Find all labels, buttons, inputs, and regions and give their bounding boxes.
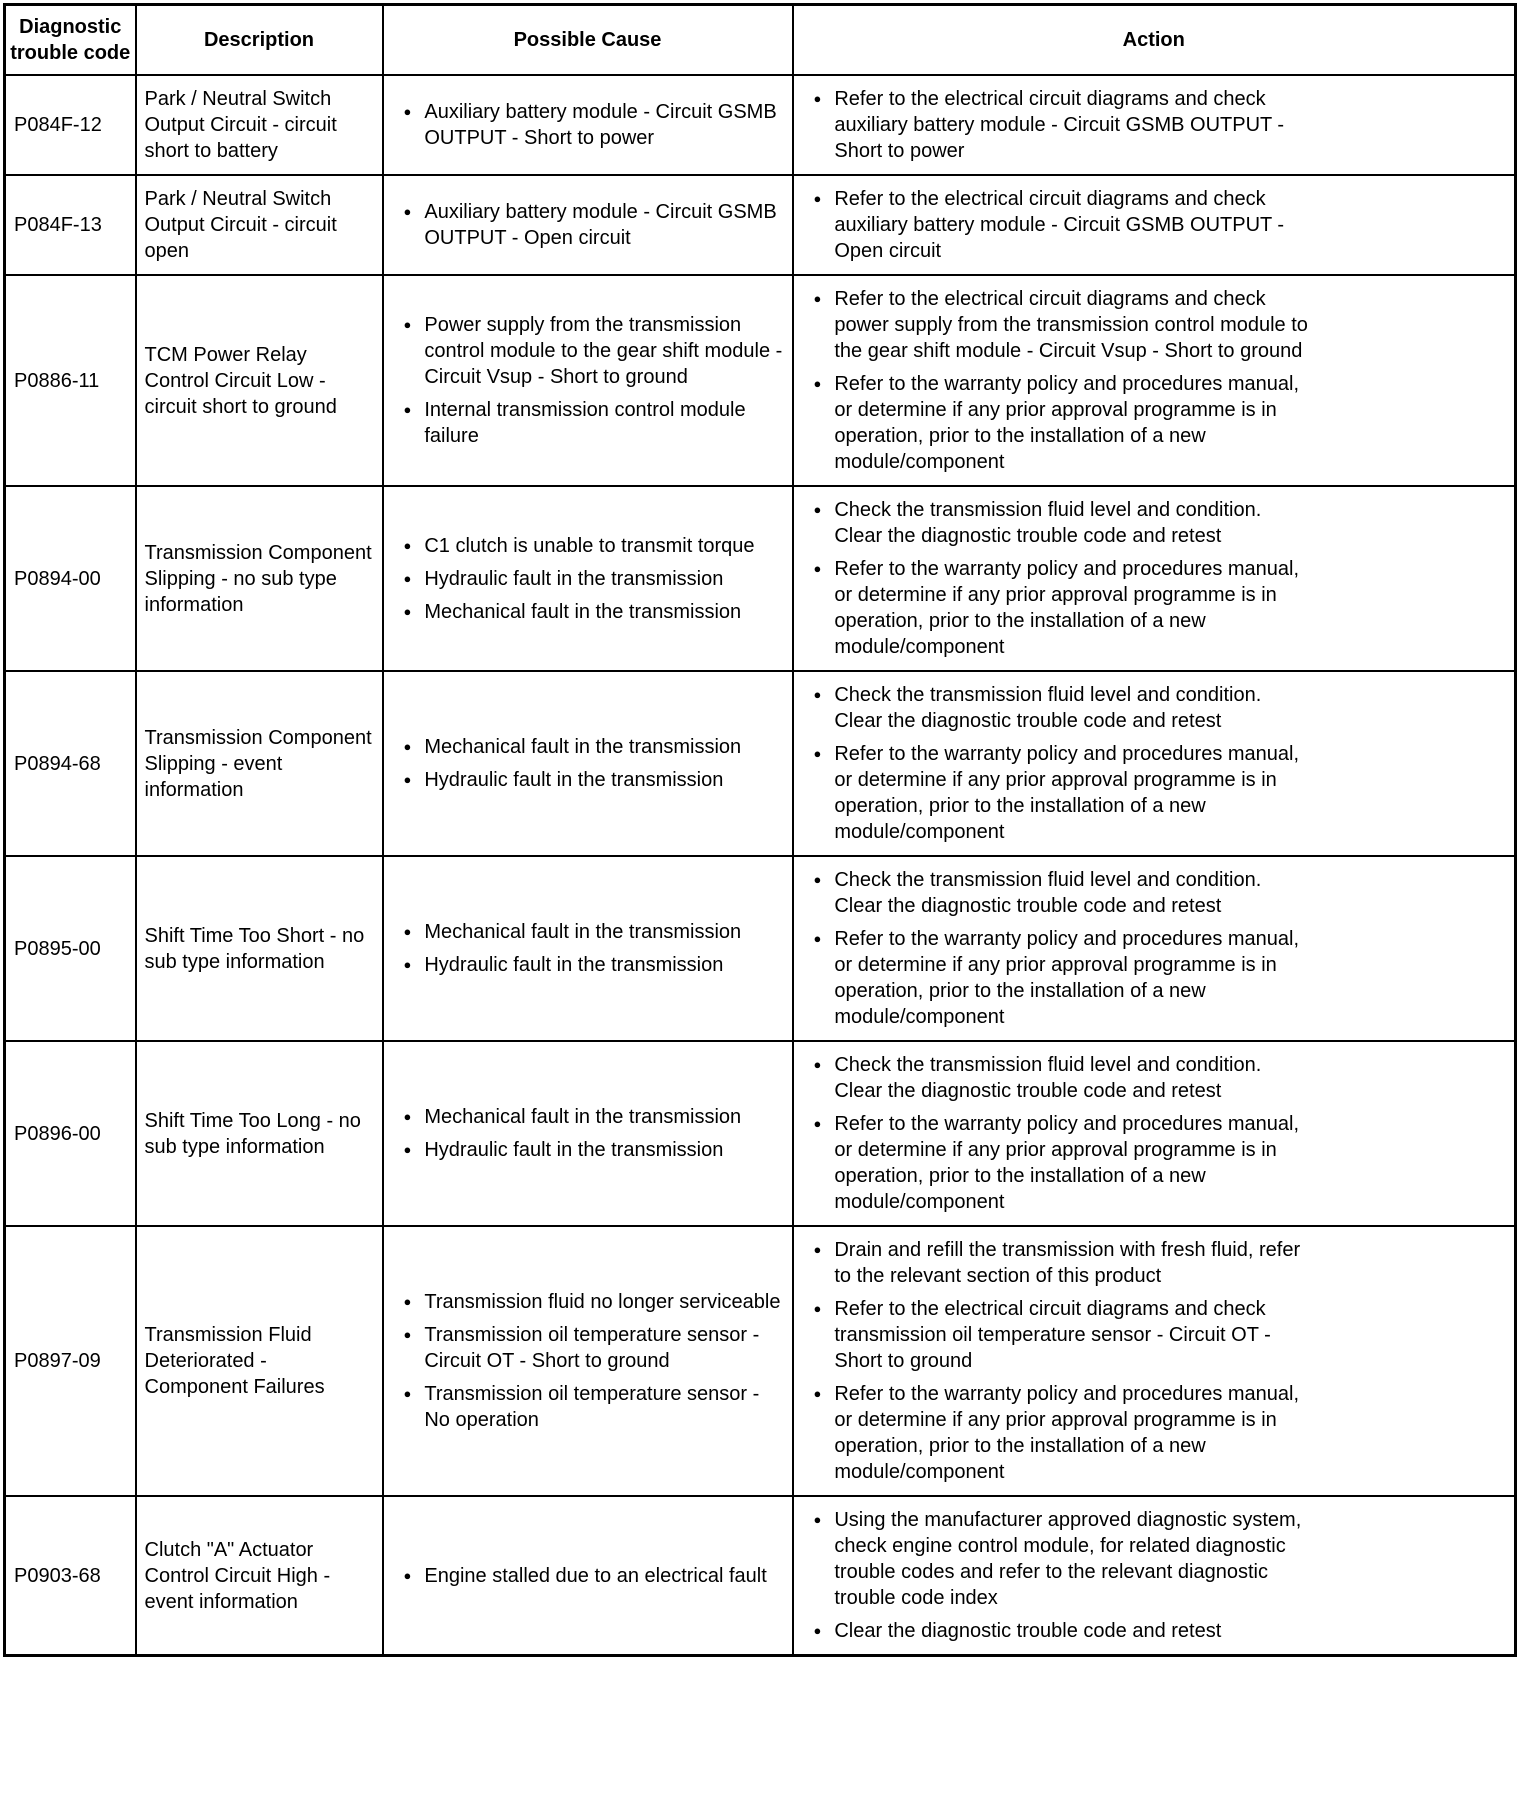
- dtc-row: [5, 671, 1516, 856]
- col-header-code: Diagnostic trouble code: [5, 5, 136, 76]
- bullet-icon: ●: [403, 570, 412, 586]
- dtc-description-cell: Transmission Fluid Deteriorated - Component Failures: [136, 1226, 383, 1496]
- dtc-possible-cause-cell: [383, 486, 793, 671]
- dtc-action-cell: [793, 486, 1516, 671]
- action-item-text: Refer to the warranty policy and procedures manual, or determine if any prior approval programme is in operation, prior to the installation of a new module/component: [834, 373, 1300, 473]
- bullet-icon: ●: [813, 1116, 822, 1131]
- action-item-text: Refer to the electrical circuit diagrams and check auxiliary battery module - Circuit GSMB OUTPUT - Short to power: [834, 88, 1285, 162]
- action-item: [802, 1618, 1507, 1644]
- action-item: [802, 371, 1507, 475]
- cause-item-text: Engine stalled due to an electrical fault: [424, 1564, 767, 1587]
- dtc-action-cell: [793, 175, 1516, 275]
- action-item-text: Check the transmission fluid level and condition. Clear the diagnostic trouble code and retest: [834, 869, 1262, 917]
- bullet-icon: ●: [813, 1623, 822, 1638]
- action-item-text: Check the transmission fluid level and condition. Clear the diagnostic trouble code and retest: [834, 1054, 1262, 1102]
- dtc-row: [5, 75, 1516, 175]
- col-header-possible-cause: Possible Cause: [383, 5, 793, 76]
- dtc-code-cell: P084F-13: [5, 175, 136, 275]
- dtc-possible-cause-cell: [383, 1041, 793, 1226]
- bullet-icon: ●: [403, 1294, 412, 1309]
- bullet-icon: ●: [403, 739, 412, 754]
- bullet-icon: ●: [813, 1386, 822, 1401]
- bullet-icon: ●: [403, 204, 412, 219]
- dtc-description-cell: Clutch "A" Actuator Control Circuit High - event information: [136, 1496, 383, 1656]
- dtc-possible-cause-cell: [383, 856, 793, 1041]
- dtc-row: [5, 1226, 1516, 1496]
- bullet-icon: ●: [813, 561, 822, 576]
- action-item: [802, 1052, 1507, 1104]
- dtc-description-cell: Park / Neutral Switch Output Circuit - circuit open: [136, 175, 383, 275]
- cause-item-text: Internal transmission control module failure: [424, 399, 746, 447]
- cause-item-text: Mechanical fault in the transmission: [424, 600, 742, 623]
- cause-item: [392, 397, 784, 449]
- dtc-row: [5, 856, 1516, 1041]
- cause-item: [392, 1563, 784, 1589]
- action-item: [802, 682, 1507, 734]
- bullet-icon: ●: [813, 1242, 822, 1257]
- bullet-icon: ●: [403, 924, 412, 939]
- cause-item-text: Transmission fluid no longer serviceable: [424, 1291, 781, 1313]
- bullet-icon: ●: [813, 931, 822, 946]
- bullet-icon: ●: [813, 1057, 822, 1072]
- cause-item: [392, 1322, 784, 1374]
- action-item: [802, 741, 1507, 845]
- dtc-action-cell: [793, 671, 1516, 856]
- dtc-row: [5, 1041, 1516, 1226]
- bullet-icon: ●: [403, 957, 412, 972]
- action-item: [802, 1296, 1507, 1374]
- cause-item: [392, 99, 784, 151]
- cause-item: [392, 199, 784, 251]
- action-item-text: Refer to the warranty policy and procedures manual, or determine if any prior approval programme is in operation, prior to the installation of a new module/component: [834, 1383, 1300, 1483]
- dtc-code-cell: P0903-68: [5, 1496, 136, 1656]
- dtc-code-cell: P0895-00: [5, 856, 136, 1041]
- bullet-icon: ●: [813, 502, 822, 517]
- dtc-description-cell: TCM Power Relay Control Circuit Low - circuit short to ground: [136, 275, 383, 486]
- bullet-icon: ●: [403, 603, 412, 619]
- dtc-row: [5, 175, 1516, 275]
- bullet-icon: ●: [813, 376, 822, 391]
- bullet-icon: ●: [403, 1567, 412, 1583]
- dtc-description-cell: Shift Time Too Short - no sub type information: [136, 856, 383, 1041]
- cause-item-text: Auxiliary battery module - Circuit GSMB OUTPUT - Short to power: [424, 101, 777, 149]
- cause-item-text: Hydraulic fault in the transmission: [424, 567, 724, 590]
- cause-item: [392, 1137, 784, 1163]
- dtc-table-body: [5, 75, 1516, 1656]
- bullet-icon: ●: [813, 91, 822, 106]
- action-item: [802, 1381, 1507, 1485]
- dtc-action-cell: [793, 1496, 1516, 1656]
- action-item: [802, 86, 1507, 164]
- action-item: [802, 186, 1507, 264]
- cause-item-text: Power supply from the transmission control module to the gear shift module - Circuit Vsup - Short to ground: [424, 314, 783, 388]
- dtc-action-cell: [793, 1041, 1516, 1226]
- action-item-text: Refer to the warranty policy and procedures manual, or determine if any prior approval programme is in operation, prior to the installation of a new module/component: [834, 1113, 1300, 1213]
- dtc-action-cell: [793, 75, 1516, 175]
- action-item-text: Refer to the electrical circuit diagrams and check transmission oil temperature sensor - Circuit OT - Short to ground: [834, 1298, 1271, 1372]
- dtc-code-cell: P084F-12: [5, 75, 136, 175]
- dtc-possible-cause-cell: [383, 671, 793, 856]
- dtc-code-cell: P0896-00: [5, 1041, 136, 1226]
- bullet-icon: ●: [813, 746, 822, 761]
- dtc-possible-cause-cell: [383, 1226, 793, 1496]
- dtc-code-cell: P0894-68: [5, 671, 136, 856]
- cause-item-text: Mechanical fault in the transmission: [424, 1106, 742, 1128]
- bullet-icon: ●: [403, 1386, 412, 1401]
- dtc-table: [3, 3, 1517, 1657]
- dtc-possible-cause-cell: [383, 175, 793, 275]
- dtc-possible-cause-cell: [383, 75, 793, 175]
- action-item-text: Refer to the warranty policy and procedures manual, or determine if any prior approval programme is in operation, prior to the installation of a new module/component: [834, 743, 1300, 843]
- action-item: [802, 926, 1507, 1030]
- cause-item: [392, 1104, 784, 1130]
- cause-item: [392, 566, 784, 592]
- action-item: [802, 1111, 1507, 1215]
- cause-item: [392, 767, 784, 793]
- bullet-icon: ●: [813, 191, 822, 206]
- action-item-text: Check the transmission fluid level and condition. Clear the diagnostic trouble code and retest: [834, 499, 1262, 547]
- cause-item: [392, 952, 784, 978]
- dtc-row: [5, 486, 1516, 671]
- bullet-icon: ●: [403, 1109, 412, 1124]
- action-item-text: Refer to the electrical circuit diagrams and check auxiliary battery module - Circuit GSMB OUTPUT - Open circuit: [834, 188, 1285, 262]
- dtc-action-cell: [793, 856, 1516, 1041]
- dtc-code-cell: P0886-11: [5, 275, 136, 486]
- dtc-possible-cause-cell: [383, 275, 793, 486]
- bullet-icon: ●: [403, 772, 412, 787]
- dtc-row: [5, 1496, 1516, 1656]
- cause-item: [392, 919, 784, 945]
- cause-item-text: Transmission oil temperature sensor - No operation: [424, 1383, 760, 1431]
- bullet-icon: ●: [403, 537, 412, 553]
- cause-item: [392, 312, 784, 390]
- bullet-icon: ●: [813, 687, 822, 702]
- dtc-description-cell: Park / Neutral Switch Output Circuit - circuit short to battery: [136, 75, 383, 175]
- dtc-description-cell: Transmission Component Slipping - no sub type information: [136, 486, 383, 671]
- cause-item-text: Hydraulic fault in the transmission: [424, 954, 724, 976]
- dtc-code-cell: P0894-00: [5, 486, 136, 671]
- bullet-icon: ●: [403, 1142, 412, 1157]
- dtc-action-cell: [793, 275, 1516, 486]
- action-item-text: Check the transmission fluid level and condition. Clear the diagnostic trouble code and retest: [834, 684, 1262, 732]
- action-item: [802, 1237, 1507, 1289]
- cause-item: [392, 533, 784, 559]
- cause-item-text: Mechanical fault in the transmission: [424, 921, 742, 943]
- bullet-icon: ●: [813, 291, 822, 306]
- action-item-text: Using the manufacturer approved diagnostic system, check engine control module, for related diagnostic trouble codes and refer to the relevant diagnostic trouble code index: [834, 1509, 1302, 1609]
- action-item-text: Refer to the warranty policy and procedures manual, or determine if any prior approval programme is in operation, prior to the installation of a new module/component: [834, 928, 1300, 1028]
- cause-item: [392, 1381, 784, 1433]
- cause-item-text: Transmission oil temperature sensor - Circuit OT - Short to ground: [424, 1324, 760, 1372]
- dtc-action-cell: [793, 1226, 1516, 1496]
- action-item-text: Refer to the warranty policy and procedures manual, or determine if any prior approval programme is in operation, prior to the installation of a new module/component: [834, 558, 1300, 658]
- bullet-icon: ●: [403, 402, 412, 417]
- action-item-text: Drain and refill the transmission with fresh fluid, refer to the relevant section of this product: [834, 1239, 1301, 1287]
- bullet-icon: ●: [403, 1327, 412, 1342]
- header-row: [5, 5, 1516, 76]
- cause-item-text: C1 clutch is unable to transmit torque: [424, 534, 755, 557]
- dtc-description-cell: Transmission Component Slipping - event information: [136, 671, 383, 856]
- bullet-icon: ●: [403, 317, 412, 332]
- action-item: [802, 497, 1507, 549]
- action-item: [802, 867, 1507, 919]
- cause-item: [392, 599, 784, 625]
- cause-item-text: Hydraulic fault in the transmission: [424, 1139, 724, 1161]
- cause-item-text: Auxiliary battery module - Circuit GSMB OUTPUT - Open circuit: [424, 201, 777, 249]
- dtc-possible-cause-cell: [383, 1496, 793, 1656]
- cause-item-text: Mechanical fault in the transmission: [424, 736, 742, 758]
- bullet-icon: ●: [813, 1301, 822, 1316]
- bullet-icon: ●: [813, 1512, 822, 1527]
- col-header-description: Description: [136, 5, 383, 76]
- cause-item: [392, 1289, 784, 1315]
- dtc-code-cell: P0897-09: [5, 1226, 136, 1496]
- cause-item: [392, 734, 784, 760]
- bullet-icon: ●: [403, 104, 412, 119]
- action-item-text: Clear the diagnostic trouble code and retest: [834, 1620, 1222, 1642]
- action-item: [802, 286, 1507, 364]
- col-header-action: Action: [793, 5, 1516, 76]
- bullet-icon: ●: [813, 872, 822, 887]
- cause-item-text: Hydraulic fault in the transmission: [424, 769, 724, 791]
- action-item-text: Refer to the electrical circuit diagrams and check power supply from the transmission control module to the gear shift module - Circuit Vsup - Short to ground: [834, 288, 1308, 362]
- action-item: [802, 1507, 1507, 1611]
- action-item: [802, 556, 1507, 660]
- dtc-description-cell: Shift Time Too Long - no sub type information: [136, 1041, 383, 1226]
- dtc-row: [5, 275, 1516, 486]
